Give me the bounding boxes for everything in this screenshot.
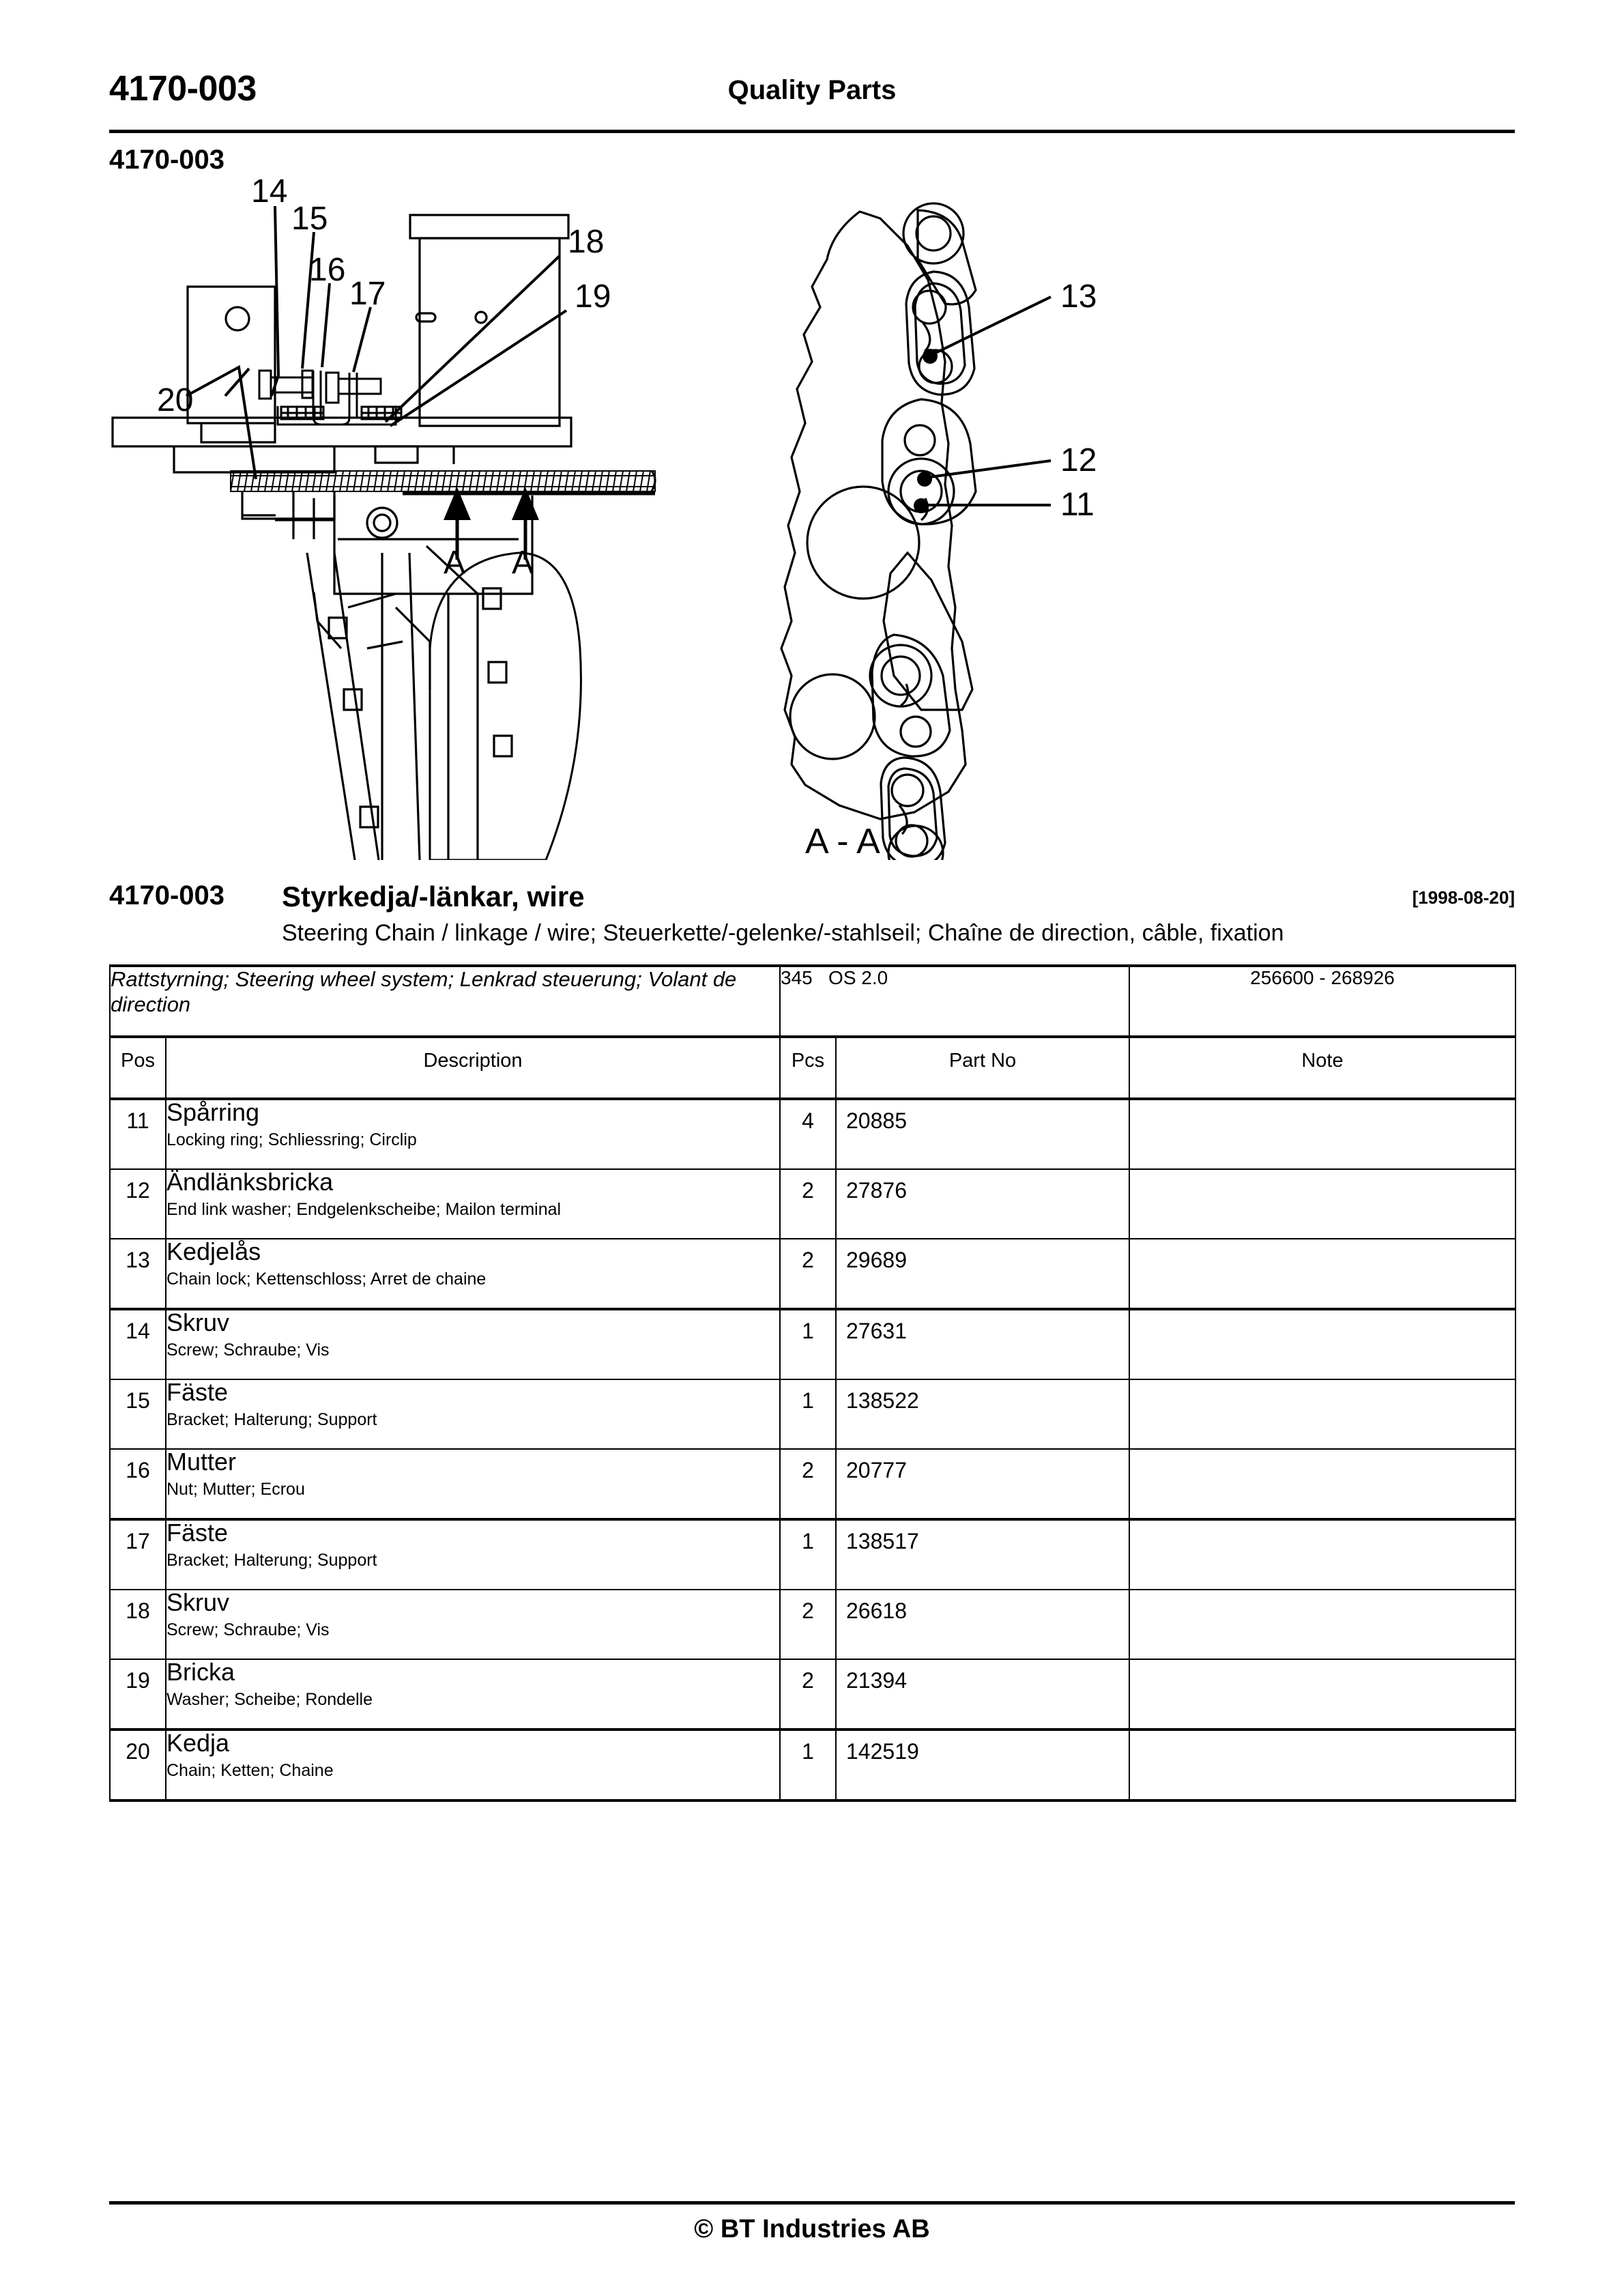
row-pcs: 2: [780, 1449, 836, 1519]
row-pos: 16: [110, 1449, 166, 1519]
page-header: [109, 68, 1515, 130]
row-note: [1129, 1449, 1516, 1519]
row-part-no: 21394: [836, 1659, 1129, 1730]
row-translations: Bracket; Halterung; Support: [166, 1551, 377, 1570]
footer-copyright: © BT Industries AB: [694, 2215, 930, 2243]
row-name: Bricka: [166, 1658, 235, 1686]
row-pos: 17: [110, 1519, 166, 1590]
row-description: [166, 1379, 780, 1449]
row-note: [1129, 1659, 1516, 1730]
row-translations: Washer; Scheibe; Rondelle: [166, 1690, 373, 1709]
row-name: Spårring: [166, 1098, 260, 1126]
section-arrow-a-right: A: [512, 545, 534, 581]
group-serial-range: 256600 - 268926: [1129, 966, 1516, 1037]
row-part-no: 20777: [836, 1449, 1129, 1519]
row-part-no: 29689: [836, 1239, 1129, 1309]
footer-rule: [109, 2201, 1515, 2205]
row-name: Fäste: [166, 1519, 229, 1547]
title-block: [109, 880, 1515, 946]
callout-12: 12: [1060, 442, 1097, 478]
row-pos: 12: [110, 1169, 166, 1239]
row-description: [166, 1099, 780, 1169]
title-block-title: Styrkedja/-länkar, wire: [282, 880, 585, 913]
row-translations: Screw; Schraube; Vis: [166, 1340, 330, 1360]
callout-15: 15: [291, 201, 328, 237]
right-section-drawing: [781, 203, 976, 860]
row-part-no: 138517: [836, 1519, 1129, 1590]
callout-17: 17: [349, 276, 386, 312]
row-name: Mutter: [166, 1448, 237, 1476]
callout-14: 14: [251, 173, 288, 210]
row-pcs: 1: [780, 1379, 836, 1449]
row-pos: 11: [110, 1099, 166, 1169]
row-description: [166, 1169, 780, 1239]
title-block-date: [1998-08-20]: [1412, 887, 1515, 908]
table-row: [110, 1730, 1516, 1800]
row-pos: 15: [110, 1379, 166, 1449]
table-row: [110, 1590, 1516, 1659]
table-row: [110, 1379, 1516, 1449]
column-header-pcs: Pcs: [780, 1037, 836, 1099]
row-pos: 13: [110, 1239, 166, 1309]
row-translations: Bracket; Halterung; Support: [166, 1410, 377, 1429]
row-pos: 20: [110, 1730, 166, 1800]
row-pcs: 2: [780, 1590, 836, 1659]
header-title: Quality Parts: [727, 75, 897, 105]
row-translations: Screw; Schraube; Vis: [166, 1620, 330, 1639]
callout-20: 20: [157, 382, 194, 418]
group-model: 345 OS 2.0: [780, 966, 1129, 1037]
figure-area: [109, 171, 1515, 860]
callout-18: 18: [568, 224, 605, 260]
row-name: Fäste: [166, 1378, 229, 1406]
column-header-note: Note: [1129, 1037, 1516, 1099]
row-part-no: 27631: [836, 1309, 1129, 1379]
row-note: [1129, 1379, 1516, 1449]
row-note: [1129, 1239, 1516, 1309]
row-pcs: 4: [780, 1099, 836, 1169]
row-pcs: 1: [780, 1309, 836, 1379]
row-translations: Chain lock; Kettenschloss; Arret de chaine: [166, 1269, 487, 1289]
group-header-row: [110, 966, 1516, 1037]
row-pcs: 1: [780, 1519, 836, 1590]
table-row: [110, 1449, 1516, 1519]
row-description: [166, 1659, 780, 1730]
row-pos: 18: [110, 1590, 166, 1659]
row-translations: Nut; Mutter; Ecrou: [166, 1480, 305, 1499]
row-part-no: 142519: [836, 1730, 1129, 1800]
title-block-code: 4170-003: [109, 880, 225, 910]
row-translations: End link washer; Endgelenkscheibe; Mailon terminal: [166, 1200, 562, 1219]
row-part-no: 27876: [836, 1169, 1129, 1239]
title-block-subtitle: Steering Chain / linkage / wire; Steuerkette/-gelenke/-stahlseil; Chaîne de direction, câble, fixation: [282, 920, 1284, 946]
parts-table: [109, 964, 1516, 1802]
section-label-a-a: A - A: [805, 822, 880, 860]
row-part-no: 138522: [836, 1379, 1129, 1449]
row-name: Skruv: [166, 1588, 230, 1616]
header-section-code: 4170-003: [109, 69, 257, 109]
row-description: [166, 1519, 780, 1590]
table-row: [110, 1659, 1516, 1730]
column-header-desc: Description: [166, 1037, 780, 1099]
callout-13: 13: [1060, 278, 1097, 315]
row-pcs: 2: [780, 1659, 836, 1730]
row-name: Kedja: [166, 1729, 230, 1757]
row-note: [1129, 1519, 1516, 1590]
row-pos: 14: [110, 1309, 166, 1379]
row-description: [166, 1309, 780, 1379]
row-translations: Locking ring; Schliessring; Circlip: [166, 1130, 417, 1149]
header-rule: [109, 130, 1515, 133]
section-arrow-a-left: A: [444, 545, 466, 581]
section-code-label: 4170-003: [109, 145, 225, 175]
table-row: [110, 1169, 1516, 1239]
row-pcs: 2: [780, 1169, 836, 1239]
table-row: [110, 1239, 1516, 1309]
group-name: Rattstyrning; Steering wheel system; Lenkrad steuerung; Volant de direction: [110, 966, 780, 1037]
row-part-no: 26618: [836, 1590, 1129, 1659]
table-row: [110, 1099, 1516, 1169]
row-note: [1129, 1730, 1516, 1800]
column-header-pos: Pos: [110, 1037, 166, 1099]
row-pcs: 1: [780, 1730, 836, 1800]
row-part-no: 20885: [836, 1099, 1129, 1169]
column-header-partno: Part No: [836, 1037, 1129, 1099]
row-note: [1129, 1309, 1516, 1379]
row-translations: Chain; Ketten; Chaine: [166, 1761, 334, 1780]
callout-16: 16: [309, 252, 346, 288]
row-pcs: 2: [780, 1239, 836, 1309]
callout-19: 19: [575, 278, 611, 315]
column-header-row: [110, 1037, 1516, 1099]
table-row: [110, 1519, 1516, 1590]
row-description: [166, 1239, 780, 1309]
row-name: Kedjelås: [166, 1237, 261, 1265]
row-description: [166, 1590, 780, 1659]
row-note: [1129, 1169, 1516, 1239]
row-description: [166, 1449, 780, 1519]
row-pos: 19: [110, 1659, 166, 1730]
row-note: [1129, 1099, 1516, 1169]
row-description: [166, 1730, 780, 1800]
row-note: [1129, 1590, 1516, 1659]
callout-11: 11: [1060, 487, 1094, 523]
row-name: Ändlänksbricka: [166, 1168, 334, 1196]
table-row: [110, 1309, 1516, 1379]
row-name: Skruv: [166, 1308, 230, 1336]
